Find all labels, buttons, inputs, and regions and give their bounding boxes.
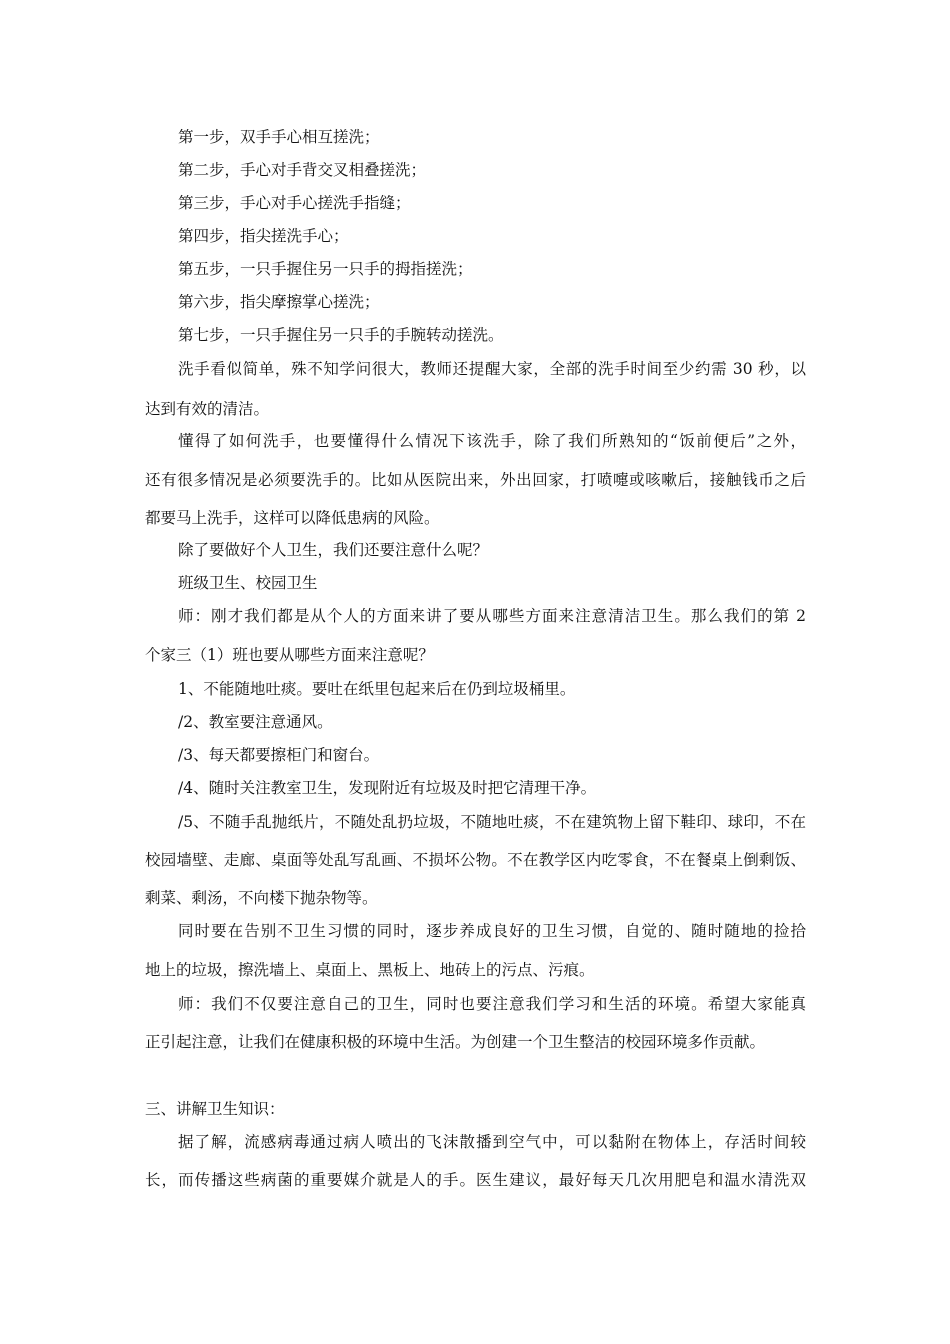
paragraph-line: 洗手看似简单，殊不知学问很大，教师还提醒大家，全部的洗手时间至少约需 30 秒，以 xyxy=(178,360,806,378)
rule-item: /2、教室要注意通风。 xyxy=(178,713,333,731)
paragraph-line: 同时要在告别不卫生习惯的同时，逐步养成良好的卫生习惯，自觉的、随时随地的捡拾 xyxy=(178,922,806,940)
paragraph-line: 达到有效的清洁。 xyxy=(145,400,270,418)
subheading: 班级卫生、校园卫生 xyxy=(178,574,318,592)
paragraph-line: 懂得了如何洗手，也要懂得什么情况下该洗手，除了我们所熟知的“饭前便后”之外， xyxy=(178,432,806,450)
paragraph-line: 剩菜、剩汤，不向楼下抛杂物等。 xyxy=(145,889,378,907)
paragraph-line: 师：刚才我们都是从个人的方面来讲了要从哪些方面来注意清洁卫生。那么我们的第 2 xyxy=(178,607,806,625)
rule-item: /3、每天都要擦柜门和窗台。 xyxy=(178,746,380,764)
question-line: 除了要做好个人卫生，我们还要注意什么呢？ xyxy=(178,541,489,559)
paragraph-line: 据了解，流感病毒通过病人喷出的飞沫散播到空气中，可以黏附在物体上，存活时间较 xyxy=(178,1133,806,1151)
section-heading: 三、讲解卫生知识： xyxy=(145,1100,285,1118)
paragraph-line: 个家三（1）班也要从哪些方面来注意呢？ xyxy=(145,646,434,664)
step-4: 第四步，指尖搓洗手心； xyxy=(178,227,349,245)
paragraph-line: 都要马上洗手，这样可以降低患病的风险。 xyxy=(145,509,440,527)
paragraph-line: /5、不随手乱抛纸片，不随处乱扔垃圾，不随地吐痰，不在建筑物上留下鞋印、球印，不在 xyxy=(178,813,806,831)
paragraph-line: 地上的垃圾，擦洗墙上、桌面上、黑板上、地砖上的污点、污痕。 xyxy=(145,961,595,979)
paragraph-line: 校园墙壁、走廊、桌面等处乱写乱画、不损坏公物。不在教学区内吃零食，不在餐桌上倒剩饭、 xyxy=(145,851,806,869)
rule-item: /4、随时关注教室卫生，发现附近有垃圾及时把它清理干净。 xyxy=(178,779,597,797)
paragraph-line: 正引起注意，让我们在健康积极的环境中生活。为创建一个卫生整洁的校园环境多作贡献。 xyxy=(145,1033,766,1051)
step-7: 第七步，一只手握住另一只手的手腕转动搓洗。 xyxy=(178,326,504,344)
paragraph-line: 长，而传播这些病菌的重要媒介就是人的手。医生建议，最好每天几次用肥皂和温水清洗双 xyxy=(145,1171,806,1189)
step-1: 第一步，双手手心相互搓洗； xyxy=(178,128,380,146)
rule-item: 1、不能随地吐痰。要吐在纸里包起来后在仍到垃圾桶里。 xyxy=(178,680,576,698)
paragraph-line: 还有很多情况是必须要洗手的。比如从医院出来，外出回家，打喷嚏或咳嗽后，接触钱币之后 xyxy=(145,471,806,489)
paragraph-line: 师：我们不仅要注意自己的卫生，同时也要注意我们学习和生活的环境。希望大家能真 xyxy=(178,995,806,1013)
step-6: 第六步，指尖摩擦掌心搓洗； xyxy=(178,293,380,311)
step-5: 第五步，一只手握住另一只手的拇指搓洗； xyxy=(178,260,473,278)
step-2: 第二步，手心对手背交叉相叠搓洗； xyxy=(178,161,427,179)
step-3: 第三步，手心对手心搓洗手指缝； xyxy=(178,194,411,212)
